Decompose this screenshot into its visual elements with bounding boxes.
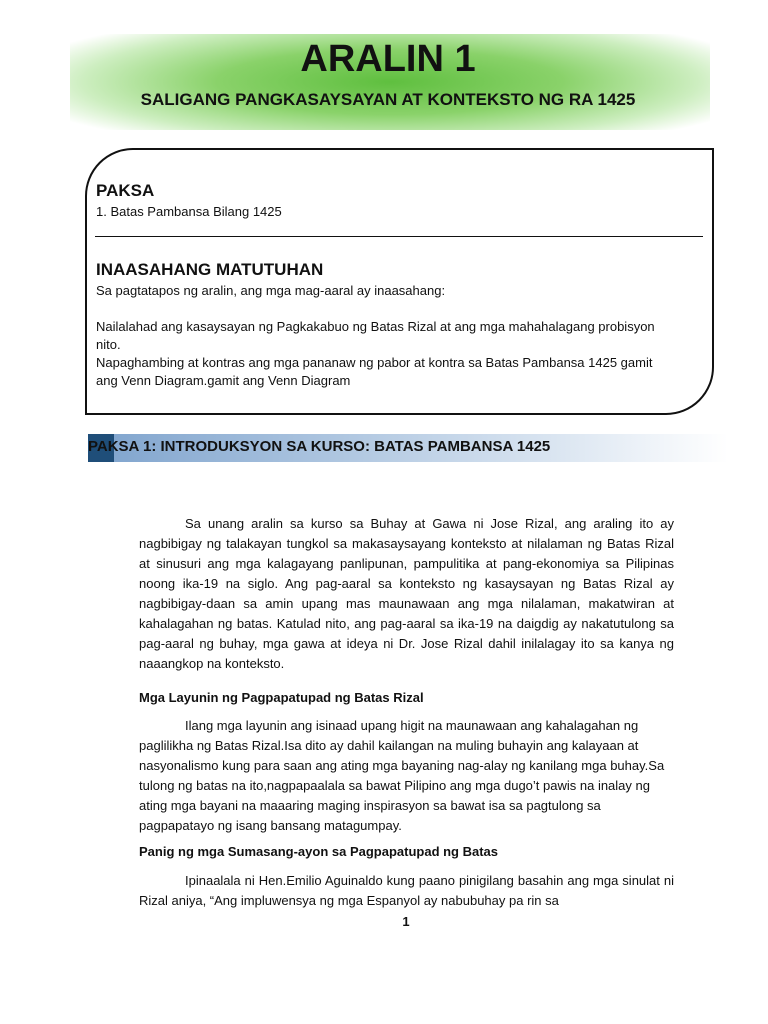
objective-1-line-2: nito. — [96, 337, 121, 352]
page-number: 1 — [402, 914, 410, 929]
lesson-title: ARALIN 1 — [300, 38, 476, 80]
paksa-item: 1. Batas Pambansa Bilang 1425 — [96, 204, 282, 219]
section-title: PAKSA 1: INTRODUKSYON SA KURSO: BATAS PAMBANSA 1425 — [88, 438, 551, 455]
inaasahang-heading: INAASAHANG MATUTUHAN — [96, 260, 324, 279]
lesson-subtitle: SALIGANG PANGKASAYSAYAN AT KONTEKSTO NG RA 1425 — [140, 90, 636, 109]
paksa-heading: PAKSA — [96, 181, 155, 200]
divider — [95, 236, 703, 237]
objective-1-line-1: Nailalahad ang kasaysayan ng Pagkakabuo ng Batas Rizal at ang mga mahahalagang probisyon — [96, 319, 655, 334]
body-paragraph-3: Ipinaalala ni Hen.Emilio Aguinaldo kung paano pinigilang basahin ang mga sinulat ni Rizal aniya, “Ang impluwensya ng mga Espanyol ay nabubuhay pa rin sa — [139, 873, 674, 908]
objective-2-line-2: ang Venn Diagram.gamit ang Venn Diagram — [96, 373, 351, 388]
subheading-panig: Panig ng mga Sumasang-ayon sa Pagpapatupad ng Batas — [139, 844, 499, 859]
objectives-intro: Sa pagtatapos ng aralin, ang mga mag-aaral ay inaasahang: — [96, 283, 446, 298]
body-paragraph-2: Ilang mga layunin ang isinaad upang higit na maunawaan ang kahalagahan ng paglilikha ng Batas Rizal.Isa dito ay dahil kailangan na muling buhayin ang kalayaan at nasyonalismo kung para saan ang ating mga bayaning nag-alay ng kanilang mga buhay.Sa tulong ng batas na ito,nagpapaalala sa bawat Pilipino ang mga dugo’t pawis na inalay ng ating mga bayani na maaaring maging inspirasyon sa bawat isa sa pagtulong sa pagpapatayo ng isang bansang matagumpay. — [139, 718, 665, 833]
subheading-layunin: Mga Layunin ng Pagpapatupad ng Batas Rizal — [139, 690, 424, 705]
body-paragraph-1: Sa unang aralin sa kurso sa Buhay at Gawa ni Jose Rizal, ang araling ito ay nagbibigay ng talakayan tungkol sa makasaysayang konteksto at nilalaman ng Batas Rizal at sinusuri ang mga kalagayang panlipunan, pampulitika at pang-ekonomiya sa Pilipinas noong ika-19 na siglo. Ang pag-aaral sa konteksto ng kasaysayan ng Batas Rizal ay nagbibigay-daan sa amin upang mas maunawaan ang mga nilalaman, makatwiran at kahalagahan ng batas. Katulad nito, ang pag-aaral sa ika-19 na daigdig ay nakatutulong sa pag-aaral ng buhay, mga gawa at ideya ni Dr. Jose Rizal dahil inilalagay ito sa kanya ng naaangkop na konteksto. — [139, 516, 674, 671]
objective-2-line-1: Napaghambing at kontras ang mga pananaw ng pabor at kontra sa Batas Pambansa 1425 gamit — [96, 355, 653, 370]
